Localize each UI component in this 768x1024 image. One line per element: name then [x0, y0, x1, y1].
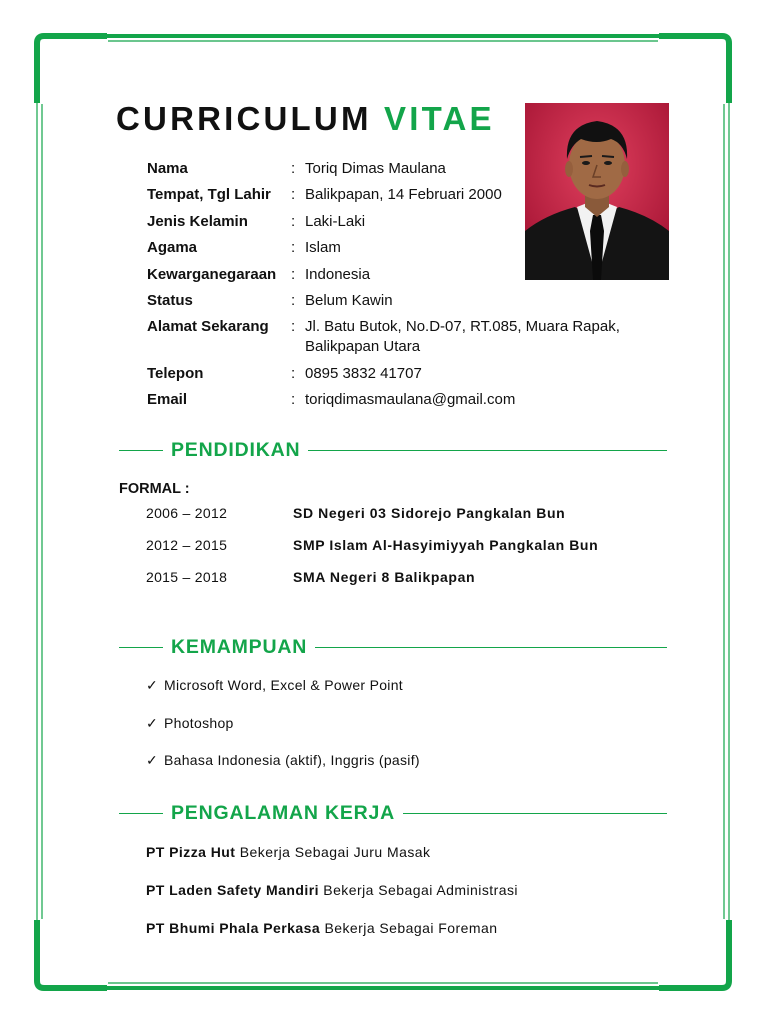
- education-row: [146, 569, 475, 585]
- experience-company: PT Pizza Hut: [146, 844, 236, 860]
- education-row: [146, 537, 598, 553]
- section-title: KEMAMPUAN: [171, 635, 308, 658]
- info-colon: :: [291, 364, 296, 382]
- info-row-phone: [147, 364, 650, 384]
- education-school: SMP Islam Al-Hasyimiyyah Pangkalan Bun: [293, 537, 599, 553]
- title-main: CURRICULUM: [116, 100, 372, 137]
- skill-text: Microsoft Word, Excel & Power Point: [164, 677, 403, 693]
- personal-info: [147, 159, 650, 417]
- info-colon: :: [291, 186, 296, 204]
- education-school: SD Negeri 03 Sidorejo Pangkalan Bun: [293, 505, 566, 521]
- info-row-gender: [147, 212, 650, 232]
- check-icon: ✓: [146, 677, 159, 693]
- info-row-birth: [147, 185, 650, 205]
- info-colon: :: [291, 391, 296, 409]
- experience-role: Bekerja Sebagai Foreman: [324, 920, 498, 936]
- info-label: Nama: [147, 160, 188, 177]
- info-value: 0895 3832 41707: [305, 364, 422, 382]
- education-years: 2006 – 2012: [146, 505, 228, 521]
- education-years: 2015 – 2018: [146, 569, 228, 585]
- skill-item: [146, 715, 234, 732]
- heading-divider: [403, 813, 667, 814]
- info-value: Indonesia: [305, 265, 371, 283]
- section-title: PENGALAMAN KERJA: [171, 801, 396, 824]
- info-colon: :: [291, 265, 296, 283]
- skill-text: Bahasa Indonesia (aktif), Inggris (pasif): [164, 752, 420, 768]
- experience-role: Bekerja Sebagai Juru Masak: [239, 844, 431, 860]
- info-row-address: [147, 317, 650, 357]
- info-colon: :: [291, 318, 296, 336]
- info-label: Telepon: [147, 364, 204, 382]
- education-school: SMA Negeri 8 Balikpapan: [293, 569, 476, 585]
- experience-company: PT Laden Safety Mandiri: [146, 882, 319, 898]
- education-row: [146, 505, 565, 521]
- info-label: Status: [147, 291, 193, 309]
- experience-role: Bekerja Sebagai Administrasi: [323, 882, 518, 898]
- heading-divider: [308, 450, 667, 451]
- info-colon: :: [291, 291, 296, 309]
- section-title: PENDIDIKAN: [171, 438, 301, 461]
- info-row-name: [147, 159, 650, 179]
- info-value: Jl. Batu Butok, No.D-07, RT.085, Muara Rapak, Balikpapan Utara: [305, 318, 620, 356]
- info-row-email: [147, 390, 650, 410]
- section-heading-education: [119, 438, 667, 462]
- info-value: Islam: [305, 239, 341, 257]
- experience-item: [146, 882, 518, 898]
- heading-divider: [119, 647, 163, 648]
- info-colon: :: [291, 212, 296, 230]
- experience-item: [146, 920, 497, 936]
- heading-divider: [315, 647, 667, 648]
- info-label: Kewarganegaraan: [147, 265, 277, 283]
- info-label: Agama: [147, 239, 198, 257]
- info-value: toriqdimasmaulana@gmail.com: [305, 391, 516, 409]
- info-label: Tempat, Tgl Lahir: [147, 186, 271, 204]
- experience-company: PT Bhumi Phala Perkasa: [146, 920, 321, 936]
- info-value: Toriq Dimas Maulana: [305, 160, 446, 177]
- check-icon: ✓: [146, 715, 159, 731]
- experience-item: [146, 844, 430, 860]
- education-subheading: FORMAL :: [119, 481, 190, 497]
- skill-text: Photoshop: [164, 715, 234, 731]
- heading-divider: [119, 450, 163, 451]
- info-label: Email: [147, 391, 188, 409]
- section-heading-skills: [119, 635, 667, 659]
- info-value: Laki-Laki: [305, 212, 366, 230]
- skill-item: [146, 677, 403, 694]
- skill-item: [146, 752, 420, 769]
- education-years: 2012 – 2015: [146, 537, 228, 553]
- info-value: Belum Kawin: [305, 291, 393, 309]
- info-row-status: [147, 291, 650, 311]
- info-colon: :: [291, 239, 296, 257]
- title-accent: VITAE: [384, 100, 495, 137]
- check-icon: ✓: [146, 752, 159, 768]
- info-label: Jenis Kelamin: [147, 212, 248, 230]
- heading-divider: [119, 813, 163, 814]
- info-value: Balikpapan, 14 Februari 2000: [305, 186, 502, 204]
- section-heading-experience: [119, 801, 667, 825]
- info-label: Alamat Sekarang: [147, 318, 269, 336]
- info-row-religion: [147, 238, 650, 258]
- page-title: [116, 100, 495, 138]
- info-row-citizenship: [147, 265, 650, 285]
- info-colon: :: [291, 160, 296, 177]
